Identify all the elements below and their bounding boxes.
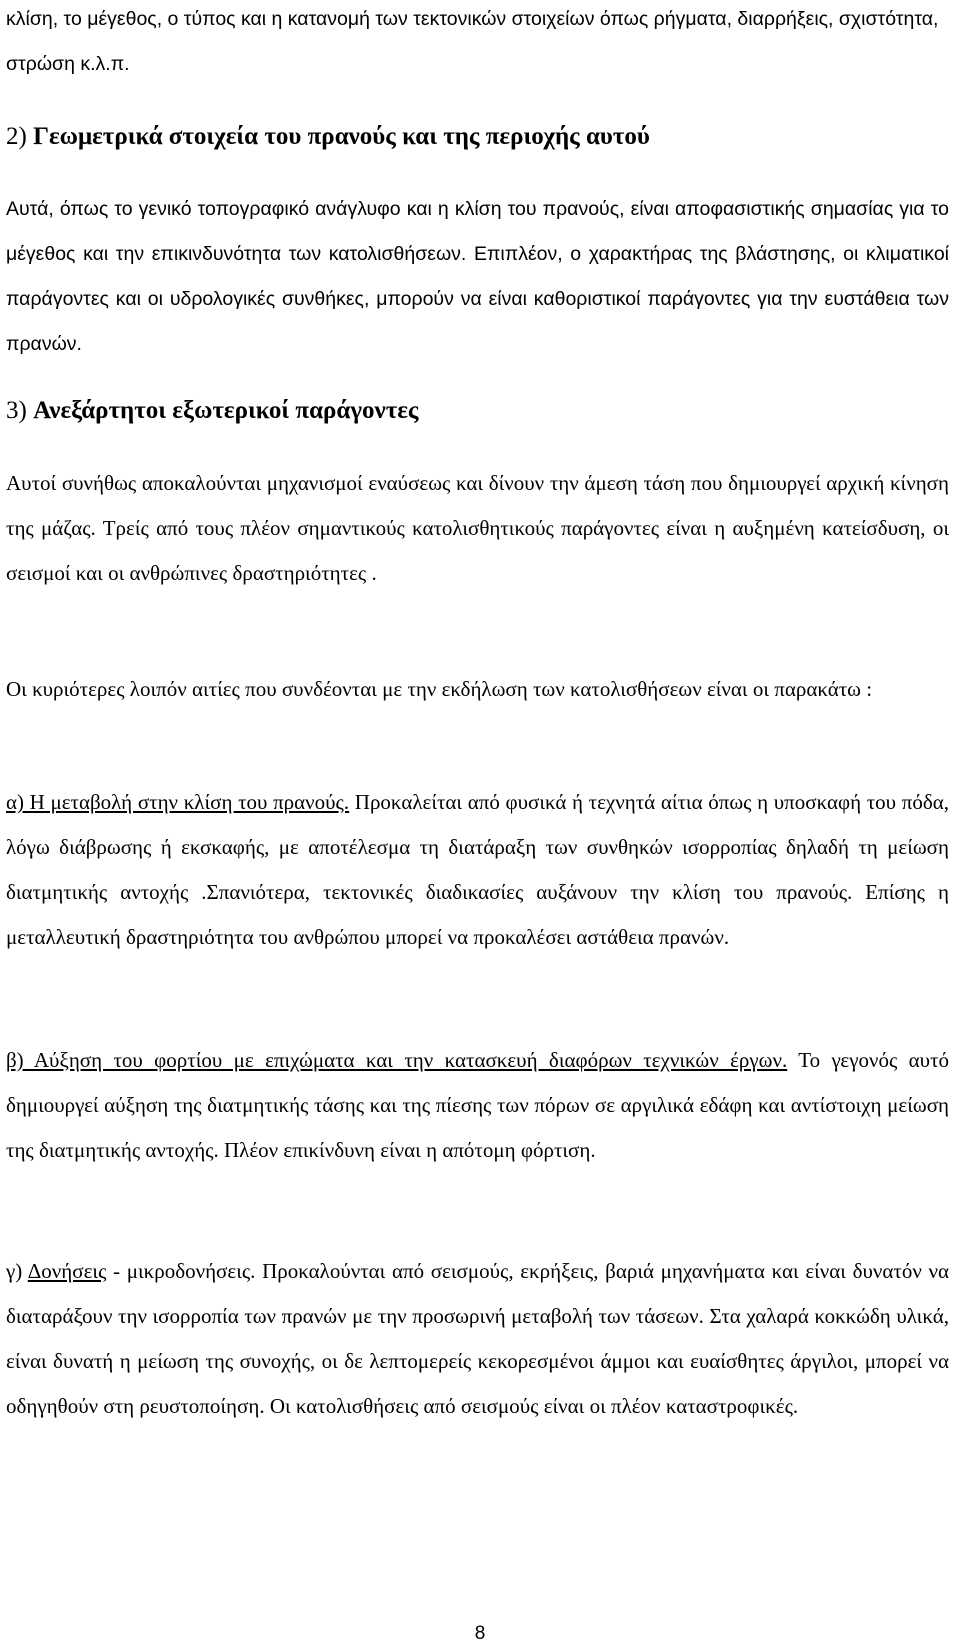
- section-2-number: 2): [6, 123, 27, 150]
- cause-c-paragraph: [6, 1249, 949, 1429]
- intro-continuation-paragraph: κλίση, το μέγεθος, ο τύπος και η κατανομή των τεκτονικών στοιχείων όπως ρήγματα, διαρρήξεις, σχιστότητα, στρώση κ.λ.π.: [6, 8, 939, 75]
- cause-a-text: Προκαλείται από φυσικά ή τεχνητά αίτια όπως η υποσκαφή του πόδα, λόγω διάβρωσης ή εκσκαφής, με αποτέλεσμα τη διατάραξη των συνθηκών ισορροπίας δηλαδή τη μείωση διατμητικής αντοχής .Σπανιότερα, τεκτονικές διαδικασίες αυξάνουν την κλίση του πρανούς. Επίσης η μεταλλευτική δραστηριότητα του ανθρώπου μπορεί να προκαλέσει αστάθεια πρανών.: [6, 790, 949, 949]
- section-2-heading: [6, 120, 650, 154]
- cause-c-prefix: γ): [6, 1259, 28, 1283]
- cause-a-label: α) Η μεταβολή στην κλίση του πρανούς.: [6, 790, 350, 814]
- page-number: 8: [474, 1623, 486, 1644]
- section-2-body: Αυτά, όπως το γενικό τοπογραφικό ανάγλυφο και η κλίση του πρανούς, είναι αποφασιστικής σημασίας για το μέγεθος και την επικινδυνότητα των κατολισθήσεων. Επιπλέον, ο χαρακτήρας της βλάστησης, οι κλιματικοί παράγοντες και οι υδρολογικές συνθήκες, μπορούν να είναι καθοριστικοί παράγοντες για την ευστάθεια των πρανών.: [6, 198, 949, 355]
- section-3-heading: [6, 394, 418, 428]
- cause-b-paragraph: [6, 1038, 949, 1173]
- cause-c-label-rest: - μικροδονήσεις.: [106, 1259, 256, 1283]
- section-3-number: 3): [6, 397, 27, 424]
- causes-intro-paragraph: Οι κυριότερες λοιπόν αιτίες που συνδέονται με την εκδήλωση των κατολισθήσεων είναι οι παρακάτω :: [6, 677, 873, 701]
- section-3-title: Ανεξάρτητοι εξωτερικοί παράγοντες: [33, 397, 419, 424]
- cause-c-label-underlined: Δονήσεις: [27, 1259, 107, 1283]
- section-3-body: Αυτοί συνήθως αποκαλούνται μηχανισμοί εναύσεως και δίνουν την άμεση τάση που δημιουργεί αρχική κίνηση της μάζας. Τρείς από τους πλέον σημαντικούς κατολισθητικούς παράγοντες είναι η αυξημένη κατείσδυση, οι σεισμοί και οι ανθρώπινες δραστηριότητες .: [6, 471, 949, 585]
- cause-c-text: Προκαλούνται από σεισμούς, εκρήξεις, βαριά μηχανήματα και είναι δυνατόν να διαταράξουν την ισορροπία των πρανών με την προσωρινή μεταβολή των τάσεων. Στα χαλαρά κοκκώδη υλικά, είναι δυνατή η μείωση της συνοχής, οι δε λεπτομερείς κεκορεσμένοι άμμοι και ευαίσθητες άργιλοι, μπορεί να οδηγηθούν στη ρευστοποίηση. Οι κατολισθήσεις από σεισμούς είναι οι πλέον καταστροφικές.: [6, 1259, 949, 1418]
- cause-a-paragraph: [6, 780, 949, 960]
- cause-b-label: β) Αύξηση του φορτίου με επιχώματα και την κατασκευή διαφόρων τεχνικών έργων.: [6, 1048, 788, 1072]
- section-2-title: Γεωμετρικά στοιχεία του πρανούς και της περιοχής αυτού: [33, 123, 650, 150]
- cause-b-text: Το γεγονός αυτό δημιουργεί αύξηση της διατμητικής τάσης και της πίεσης των πόρων σε αργιλικά εδάφη και αντίστοιχη μείωση της διατμητικής αντοχής. Πλέον επικίνδυνη είναι η απότομη φόρτιση.: [6, 1048, 950, 1162]
